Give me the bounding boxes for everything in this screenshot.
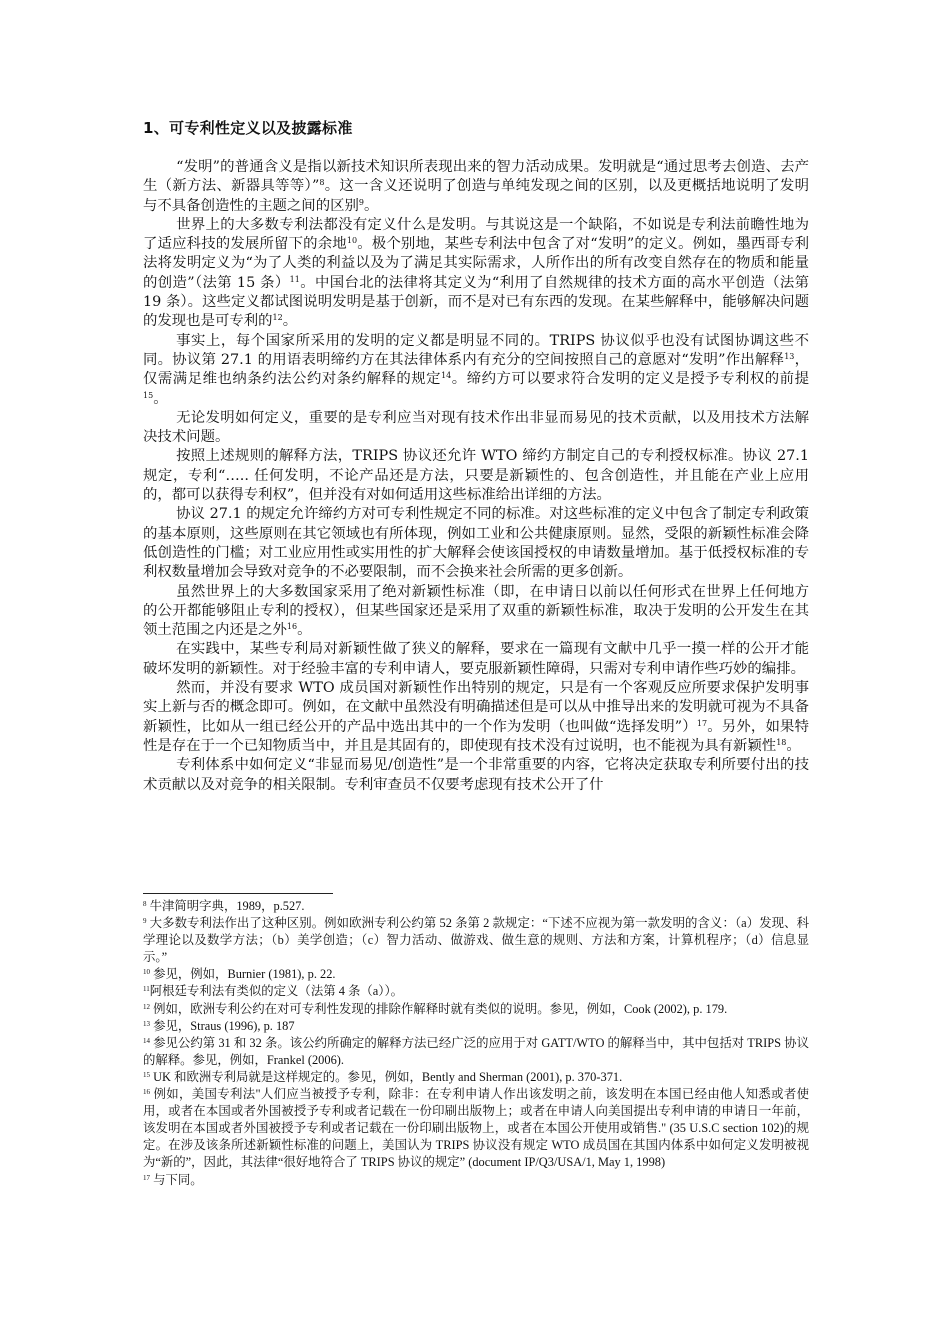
- paragraph-text: 。: [282, 313, 298, 330]
- footnote: [143, 983, 809, 1000]
- paragraph-text: 按照上述规则的解释方法，TRIPS 协议还允许 WTO 缔约方制定自己的专利授权标准。协议 27.1 规定，专利“….. 任何发明，不论产品还是方法，只要是新颖性的、包含创造性，并且能在产业上应用的，都可以获得专利权”，但并没有对如何适用这些标准给出详细的方法。: [143, 448, 809, 504]
- paragraph-text: “发明”的普通含义是指以新技术知识所表现出来的智力活动成果。发明就是“通过思考去创造、去产生（新方法、新器具等等）”: [143, 159, 809, 195]
- footnote: [143, 966, 809, 983]
- paragraph-text: 专利体系中如何定义“非显而易见/创造性”是一个非常重要的内容，它将决定获取专利所要付出的技术贡献以及对竞争的相关限制。专利审查员不仅要考虑现有技术公开了什: [143, 757, 809, 793]
- paragraph-text: 无论发明如何定义，重要的是专利应当对现有技术作出非显而易见的技术贡献，以及用技术方法解决技术问题。: [143, 409, 809, 446]
- paragraph-text: ，仅需满足维也纳条约法公约对条约解释的规定: [143, 351, 809, 388]
- footnote-separator: [143, 893, 333, 894]
- paragraph-text: 。这一含义还说明了创造与单纯发现之间的区别，以及更概括地说明了发明与不具备创造性的主题之间的区别: [143, 178, 809, 214]
- paragraph-text: 。: [153, 390, 168, 407]
- footnote: [143, 1018, 809, 1035]
- footnote: [143, 915, 809, 966]
- footnote-text: 参见公约第 31 和 32 条。该公约所确定的解释方法已经广泛的应用于对 GATT/WTO 的解释当中，其中包括对 TRIPS 协议的解释。参见，例如，Frankel (2006).: [143, 1035, 809, 1067]
- footnote-ref: 12: [272, 313, 283, 323]
- paragraph-text: 。: [297, 622, 312, 639]
- footnote-text: 例如，美国专利法"人们应当被授予专利，除非：在专利申请人作出该发明之前，该发明在本国已经由他人知悉或者使用，或者在本国或者外国被授予专利或者记载在一份印刷出版物上；或者在申请人向美国提出专利申请的申请日一年前，该发明在本国或者外国被授予专利或者记载在一份印刷出版物上，或者在本国公开使用或销售." (35 U.S.C section 102)的规定。在涉及该条所述新颖性标准的问题上，美国认为 TRIPS 协议没有规定 WTO 成员国在其国内体系中如何定义发明被视为“新的”，因此，其法律“很好地符合了 TRIPS 协议的规定” (document IP/Q3/USA/1, May 1, 1998): [143, 1087, 809, 1170]
- paragraph-text: 。极个别地，某些专利法中包含了对“发明”的定义。例如，墨西哥专利法将发明定义为“为了人类的利益以及为了满足其实际需求，人所作出的所有改变自然存在的物质和能量的创造”（法第 15 条）: [143, 236, 809, 291]
- footnote-ref: 14: [441, 371, 452, 381]
- footnote-text: 参见，例如，Burnier (1981), p. 22.: [150, 967, 336, 982]
- footnotes: [143, 898, 809, 1189]
- footnote-number: 17: [143, 1173, 150, 1182]
- paragraph-text: 事实上，每个国家所采用的发明的定义都是明显不同的。TRIPS 协议似乎也没有试图协调这些不同。协议第 27.1 的用语表明缔约方在其法律体系内有充分的空间按照自己的意愿对“发明”作出解释: [143, 332, 809, 368]
- footnote-number: 8: [143, 900, 147, 908]
- footnote-text: 牛津简明字典，1989，p.527.: [146, 899, 305, 913]
- body-paragraph: [143, 583, 809, 641]
- footnote-text: 例如，欧洲专利公约在对可专利性发现的排除作解释时就有类似的说明。参见，例如，Cook (2002), p. 179.: [150, 1001, 728, 1016]
- footnote-number: 13: [143, 1019, 150, 1028]
- footnote-text: 与下同。: [150, 1172, 203, 1187]
- paragraph-text: 。: [363, 197, 379, 214]
- footnote-ref: 15: [143, 390, 154, 400]
- footnote-number: 12: [143, 1002, 150, 1011]
- footnote-ref: 16: [286, 622, 298, 632]
- body-paragraph: [143, 158, 809, 216]
- footnote-ref: 10: [346, 236, 358, 246]
- footnote-ref: 17: [696, 718, 708, 728]
- paragraph-text: 。: [786, 737, 801, 754]
- body-paragraph: [143, 447, 809, 505]
- body-paragraph: [143, 679, 809, 756]
- footnote: [143, 1035, 809, 1069]
- body-paragraph: [143, 409, 809, 448]
- paragraph-text: 然而，并没有要求 WTO 成员国对新颖性作出特别的规定，只是有一个客观反应所要求保护发明事实上新与否的概念即可。例如，在文献中虽然没有明确描述但是可以从中推导出来的发明就可视为不具备新颖性，比如从一组已经公开的产品中选出其中的一个作为发明（也叫做“选择发明”）: [143, 680, 809, 735]
- body-paragraph: [143, 640, 809, 679]
- footnote-number: 16: [143, 1088, 150, 1097]
- paragraph-text: 世界上的大多数专利法都没有定义什么是发明。与其说这是一个缺陷，不如说是专利法前瞻性地为了适应科技的发展所留下的余地: [143, 216, 809, 253]
- footnote-number: 14: [143, 1036, 150, 1045]
- footnote-ref: 18: [776, 737, 787, 747]
- footnote-text: UK 和欧洲专利局就是这样规定的。参见，例如，Bently and Sherman (2001), p. 370-371.: [150, 1069, 623, 1084]
- footnote-number: 9: [143, 917, 147, 926]
- body-paragraph: [143, 505, 809, 582]
- body-text: [143, 158, 809, 795]
- footnote-text: 阿根廷专利法有类似的定义（法第 4 条（a））。: [149, 984, 404, 999]
- paragraph-text: 。中国台北的法律将其定义为“利用了自然规律的技术方面的高水平创造（法第 19 条）。这些定义都试图说明发明是基于创新，而不是对已有东西的发现。在某些解释中，能够解决问题的发现也是可专利的: [143, 274, 809, 330]
- footnote-number: 10: [143, 968, 150, 977]
- paragraph-text: 虽然世界上的大多数国家采用了绝对新颖性标准（即，在申请日以前以任何形式在世界上任何地方的公开都能够阻止专利的授权），但某些国家还是采用了双重的新颖性标准，取决于发明的公开发生在其领土范围之内还是之外: [143, 583, 809, 639]
- footnote: [143, 1001, 809, 1018]
- paragraph-text: 在实践中，某些专利局对新颖性做了狭义的解释，要求在一篇现有文献中几乎一摸一样的公开才能破坏发明的新颖性。对于经验丰富的专利申请人，要克服新颖性障碍，只需对专利申请作些巧妙的编排。: [143, 641, 809, 677]
- footnote-text: 大多数专利法作出了这种区别。例如欧洲专利公约第 52 条第 2 款规定：“下述不应视为第一款发明的含义：（a）发现、科学理论以及数学方法；（b）美学创造；（c）智力活动、做游戏、做生意的规则、方法和方案，计算机程序；（d）信息显示。”: [143, 916, 809, 965]
- paragraph-text: 协议 27.1 的规定允许缔约方对可专利性规定不同的标准。对这些标准的定义中包含了制定专利政策的基本原则，这些原则在其它领域也有所体现，例如工业和公共健康原则。显然，受限的新颖性标准会降低创造性的门槛；对工业应用性或实用性的扩大解释会使该国授权的申请数量增加。基于低授权标准的专利权数量增加会导致对竞争的不必要限制，而不会换来社会所需的更多创新。: [143, 506, 809, 581]
- footnote: [143, 1086, 809, 1171]
- footnote: [143, 1069, 809, 1086]
- section-heading: 1、可专利性定义以及披露标准: [143, 119, 353, 137]
- body-paragraph: [143, 332, 809, 409]
- footnote-number: 11: [143, 985, 150, 994]
- footnote-ref: 13: [784, 351, 795, 361]
- footnote-ref: 11: [289, 274, 300, 284]
- footnote: [143, 1172, 809, 1189]
- footnote-ref: 9: [358, 197, 364, 207]
- footnote-number: 15: [143, 1070, 150, 1079]
- footnote-ref: 8: [319, 178, 325, 188]
- footnote: [143, 898, 809, 915]
- body-paragraph: [143, 216, 809, 332]
- body-paragraph: [143, 756, 809, 795]
- paragraph-text: 。另外，如果特性是存在于一个已知物质当中，并且是其固有的，即使现有技术没有过说明，也不能视为具有新颖性: [143, 718, 809, 754]
- paragraph-text: 。缔约方可以要求符合发明的定义是授予专利权的前提: [451, 371, 809, 388]
- footnote-text: 参见，Straus (1996), p. 187: [150, 1018, 295, 1033]
